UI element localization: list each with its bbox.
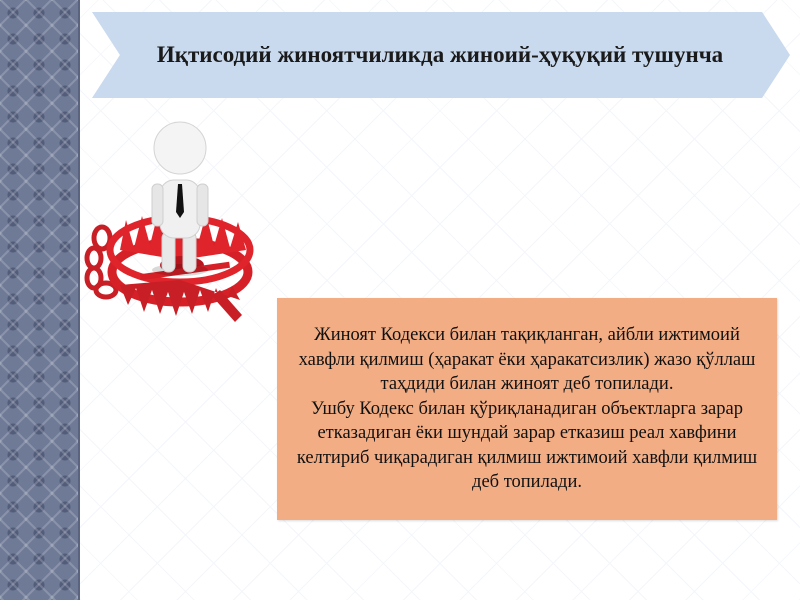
person-in-trap-icon	[80, 100, 260, 330]
definition-paragraph-crime: Жиноят Кодекси билан тақиқланган, айбли ижтимоий хавфли қилмиш (ҳаракат ёки ҳаракатсизлик) жазо қўллаш таҳдиди билан жиноят деб топилади.	[298, 325, 756, 395]
decorative-ornament-border	[0, 0, 80, 600]
definition-paragraph-socially-dangerous-act: Ушбу Кодекс билан қўриқланадиган объектларга зарар етказадиган ёки шундай зарар етказиш реал хавфини келтириб чиқарадиган қилмиш ижтимоий хавфли қилмиш деб топилади.	[296, 398, 758, 493]
definition-text	[287, 323, 767, 495]
definition-box	[277, 298, 777, 520]
slide-title: Иқтисодий жиноятчиликда жиноий-ҳуқуқий тушунча	[156, 42, 724, 67]
